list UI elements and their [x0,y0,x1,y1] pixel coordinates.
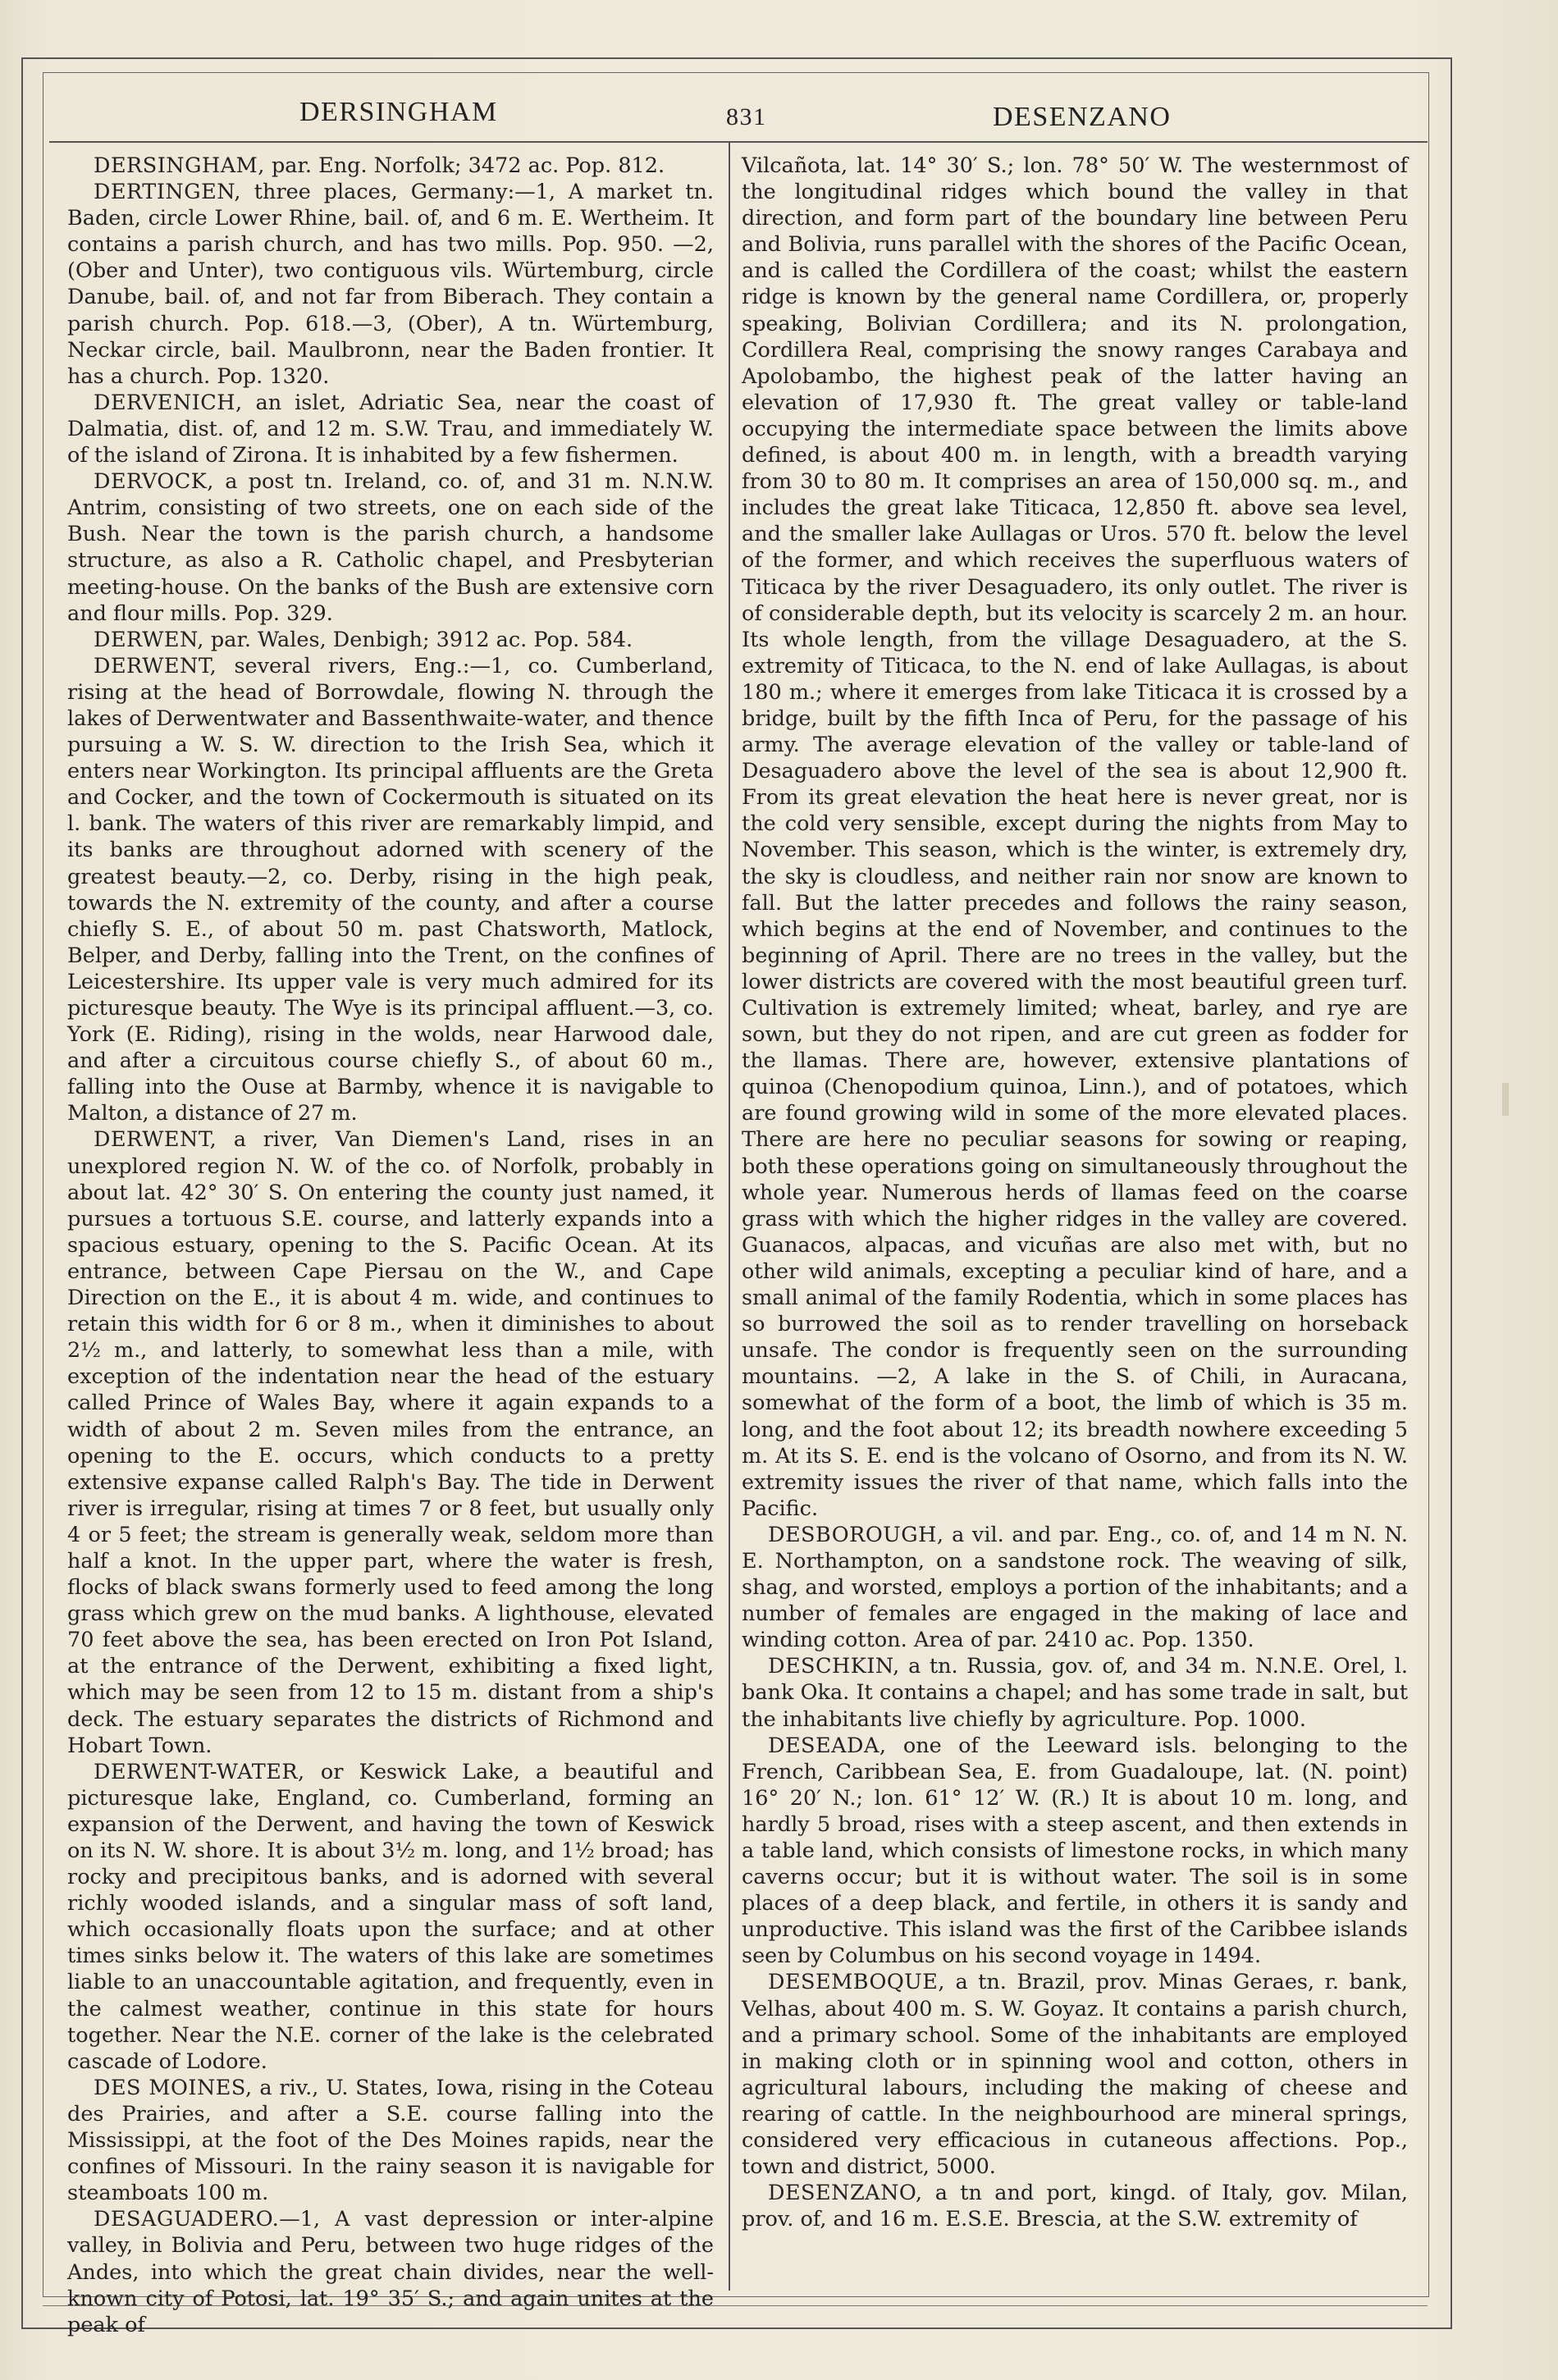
entry-text: a tn. Brazil, prov. Minas Geraes, r. bank, Velhas, about 400 m. S. W. Goyaz. It contains a parish church, and a primary school. Some of the inhabitants are employed in making cloth or in spinning wool and cotton, others in agricultural labours, including the making of cheese and rearing of cattle. In the neighbourhood are mineral springs, considered very efficacious in cutaneous affections. Pop., town and district, 5000. [742,1970,1408,2180]
running-header [49,97,1428,146]
column-divider [729,141,730,2291]
entry-desborough [742,1522,1408,1653]
entry-text: several rivers, Eng.:—1, co. Cumberland, rising at the head of Borrowdale, flowing N. through the lakes of Derwentwater and Bassenthwaite-water, and thence pursuing a W. S. W. direction to the Irish Sea, which it enters near Workington. Its principal affluents are the Greta and Cocker, and the town of Cockermouth is situated on its l. bank. The waters of this river are remarkably limpid, and its banks are throughout adorned with scenery of the greatest beauty.—2, co. Derby, rising in the high peak, towards the N. extremity of the county, and after a course chiefly S. E., of about 50 m. past Chatsworth, Matlock, Belper, and Derby, falling into the Trent, on the confines of Leicestershire. Its upper vale is very much admired for its picturesque beauty. The Wye is its principal affluent.—3, co. York (E. Riding), rising in the wolds, near Harwood dale, and after a circuitous course chiefly S., of about 60 m., falling into the Ouse at Barmby, whence it is navigable to Malton, a distance of 27 m. [67,653,714,1126]
entry-des-moines [67,2075,714,2206]
entry-headword: DERVENICH, [94,390,243,415]
entry-text: par. Wales, Denbigh; 3912 ac. Pop. 584. [203,627,633,652]
entry-text: —1, A vast depression or inter-alpine valley, in Bolivia and Peru, between two huge ridges of the Andes, into which the great chain divides, near the well-known city of Potosi, lat. 19° 35′ S.; and again unites at the peak of [67,2207,714,2337]
entry-headword: DERSINGHAM, [94,153,265,178]
entry-deschkin [742,1653,1408,1732]
entry-derwent-water [67,1759,714,2075]
entry-text: a riv., U. States, Iowa, rising in the Coteau des Prairies, and after a S.E. course falling into the Mississippi, at the foot of the Des Moines rapids, near the confines of Missouri. In the rainy season it is navigable for steamboats 100 m. [67,2075,714,2206]
entry-dersingham [67,153,714,179]
entry-headword: DESEMBOQUE, [768,1970,945,1995]
entry-text: par. Eng. Norfolk; 3472 ac. Pop. 812. [264,153,665,178]
entry-headword: DERWENT-WATER, [94,1759,305,1784]
entry-dervenich [67,390,714,468]
entry-headword: DESBOROUGH, [768,1522,944,1547]
entry-headword: DES MOINES, [94,2075,253,2100]
entry-text: Vilcañota, lat. 14° 30′ S.; lon. 78° 50′ W. The westernmost of the longitudinal ridges which bound the valley in that direction, and form part of the boundary line between Peru and Bolivia, runs parallel with the shores of the Pacific Ocean, and is called the Cordillera of the coast; whilst the eastern ridge is known by the general name Cordillera, or, properly speaking, Bolivian Cordillera; and its N. prolongation, Cordillera Real, comprising the snowy ranges Carabaya and Apolobambo, the highest peak of the latter having an elevation of 17,930 ft. The great valley or table-land occupying the intermediate space between the limits above defined, is about 400 m. in length, with a breadth varying from 30 to 80 m. It comprises an area of 150,000 sq. m., and includes the great lake Titicaca, 12,850 ft. above sea level, and the smaller lake Aullagas or Uros. 570 ft. below the level of the former, and which receives the superfluous waters of Titicaca by the river Desaguadero, its only outlet. The river is of considerable depth, but its velocity is scarcely 2 m. an hour. Its whole length, from the village Desaguadero, at the S. extremity of Titicaca, to the N. end of lake Aullagas, is about 180 m.; where it emerges from lake Titicaca it is crossed by a bridge, built by the fifth Inca of Peru, for the passage of his army. The average elevation of the valley or table-land of Desaguadero above the level of the sea is about 12,900 ft. From its great elevation the heat here is never great, nor is the cold very sensible, except during the nights from May to November. This season, which is the winter, is extremely dry, the sky is cloudless, and neither rain nor snow are known to fall. But the latter precedes and follows the rainy season, which begins at the end of November, and continues to the beginning of April. There are no trees in the valley, but the lower districts are covered with the most beautiful green turf. Cultivation is extremely limited; wheat, barley, and rye are sown, but they do not ripen, and are cut green as fodder for the llamas. There are, however, extensive plantations of quinoa (Chenopodium quinoa, Linn.), and of potatoes, which are found growing wild in some of the more elevated places. There are here no peculiar seasons for sowing or reaping, both these operations going on simultaneously throughout the whole year. Numerous herds of llamas feed on the coarse grass with which the higher ridges in the valley are covered. Guanacos, alpacas, and vicuñas are also met with, but no other wild animals, excepting a peculiar kind of hare, and a small animal of the family Rodentia, which in some places has so burrowed the soil as to render travelling on horseback unsafe. The condor is frequently seen on the surrounding mountains. —2, A lake in the S. of Chili, in Auracana, somewhat of the form of a boot, the limb of which is 35 m. long, and the foot about 12; its breadth nowhere exceeding 5 m. At its S. E. end is the volcano of Osorno, and from its N. W. extremity issues the river of that name, which falls into the Pacific. [742,153,1408,1521]
entry-headword: DERTINGEN, [94,180,241,205]
entry-desaguadero-continued [742,153,1408,1522]
header-rule [49,141,1428,143]
entry-text: or Keswick Lake, a beautiful and picturesque lake, England, co. Cumberland, forming an expansion of the Derwent, and having the town of Keswick on its N. W. shore. It is about 3½ m. long, and 1½ broad; has rocky and precipitous banks, and is adorned with several richly wooded islands, and a singular mass of soft land, which occasionally floats upon the surface; and at other times sinks below it. The waters of this lake are sometimes liable to an unaccountable agitation, and frequently, even in the calmest weather, continue in this state for hours together. Near the N.E. corner of the lake is the celebrated cascade of Lodore. [67,1759,714,2074]
entry-desaguadero [67,2206,714,2337]
entry-text: one of the Leeward isls. belonging to the French, Caribbean Sea, E. from Guadaloupe, lat. (N. point) 16° 20′ N.; lon. 61° 12′ W. (R.) It is about 10 m. long, and hardly 5 broad, rises with a steep ascent, and then extends in a table land, which consists of limestone rocks, in which many caverns occur; but it is without water. The soil is in some places of a deep black, and fertile, in others it is sandy and unproductive. This island was the first of the Caribbee islands seen by Columbus on his second voyage in 1494. [742,1733,1408,1969]
entry-desenzano [742,2180,1408,2232]
header-last-word: DESENZANO [993,102,1172,132]
right-column [742,153,1408,2232]
entry-deseada [742,1733,1408,1970]
entry-headword: DESENZANO, [768,2181,923,2206]
page-number: 831 [726,103,767,130]
entry-text: three places, Germany:—1, A market tn. Baden, circle Lower Rhine, bail. of, and 6 m. E. Wertheim. It contains a parish church, and has two mills. Pop. 950. —2, (Ober and Unter), two contiguous vils. Würtemburg, circle Danube, bail. of, and not far from Biberach. They contain a parish church. Pop. 618.—3, (Ober), A tn. Würtemburg, Neckar circle, bail. Maulbronn, near the Baden frontier. It has a church. Pop. 1320. [67,180,714,389]
entry-headword: DERWENT, [94,1127,217,1153]
entry-derwent-rivers [67,653,714,1127]
entry-dertingen [67,179,714,390]
margin-mark [1502,1083,1509,1116]
entry-headword: DERVOCK, [94,469,214,495]
entry-text: a tn and port, kingd. of Italy, gov. Milan, prov. of, and 16 m. E.S.E. Brescia, at the S.W. extremity of [742,2181,1408,2232]
entry-desemboque [742,1969,1408,2180]
entry-headword: DESAGUADERO. [94,2207,280,2232]
entry-derwent-van-diemen [67,1126,714,1758]
entry-headword: DERWENT, [94,653,217,678]
entry-headword: DERWEN, [94,627,204,652]
entry-text: a tn. Russia, gov. of, and 34 m. N.N.E. Orel, l. bank Oka. It contains a chapel; and has some trade in salt, but the inhabitants live chiefly by agriculture. Pop. 1000. [742,1654,1408,1732]
entry-text: a vil. and par. Eng., co. of, and 14 m N. N. E. Northampton, on a sandstone rock. The weaving of silk, shag, and worsted, employs a portion of the inhabitants; and a number of females are engaged in the making of lace and winding cotton. Area of par. 2410 ac. Pop. 1350. [742,1522,1408,1653]
entry-text: a river, Van Diemen's Land, rises in an unexplored region N. W. of the co. of Norfolk, probably in about lat. 42° 30′ S. On entering the county just named, it pursues a tortuous S.E. course, and latterly expands into a spacious estuary, opening to the S. Pacific Ocean. At its entrance, between Cape Piersau on the W., and Cape Direction on the E., it is about 4 m. wide, and continues to retain this width for 6 or 8 m., when it diminishes to about 2½ m., and latterly, to somewhat less than a mile, with exception of the indentation near the head of the estuary called Prince of Wales Bay, where it again expands to a width of about 2 m. Seven miles from the entrance, an opening to the E. occurs, which conducts to a pretty extensive expanse called Ralph's Bay. The tide in Derwent river is irregular, rising at times 7 or 8 feet, but usually only 4 or 5 feet; the stream is generally weak, seldom more than half a knot. In the upper part, where the water is fresh, flocks of black swans formerly used to feed among the long grass which grew on the mud banks. A lighthouse, elevated 70 feet above the sea, has been erected on Iron Pot Island, at the entrance of the Derwent, exhibiting a fixed light, which may be seen from 12 to 15 m. distant from a ship's deck. The estuary separates the districts of Richmond and Hobart Town. [67,1127,714,1758]
entry-headword: DESCHKIN, [768,1654,900,1679]
entry-text: an islet, Adriatic Sea, near the coast of Dalmatia, dist. of, and 12 m. S.W. Trau, and immediately W. of the island of Zirona. It is inhabited by a few fishermen. [67,390,714,468]
entry-derwen [67,627,714,653]
entry-dervock [67,468,714,627]
entry-headword: DESEADA, [768,1733,887,1758]
left-column [67,153,714,2338]
header-first-word: DERSINGHAM [299,97,498,127]
entry-text: a post tn. Ireland, co. of, and 31 m. N.N.W. Antrim, consisting of two streets, one on each side of the Bush. Near the town is the parish church, a handsome structure, as also a R. Catholic chapel, and Presbyterian meeting-house. On the banks of the Bush are extensive corn and flour mills. Pop. 329. [67,469,714,626]
